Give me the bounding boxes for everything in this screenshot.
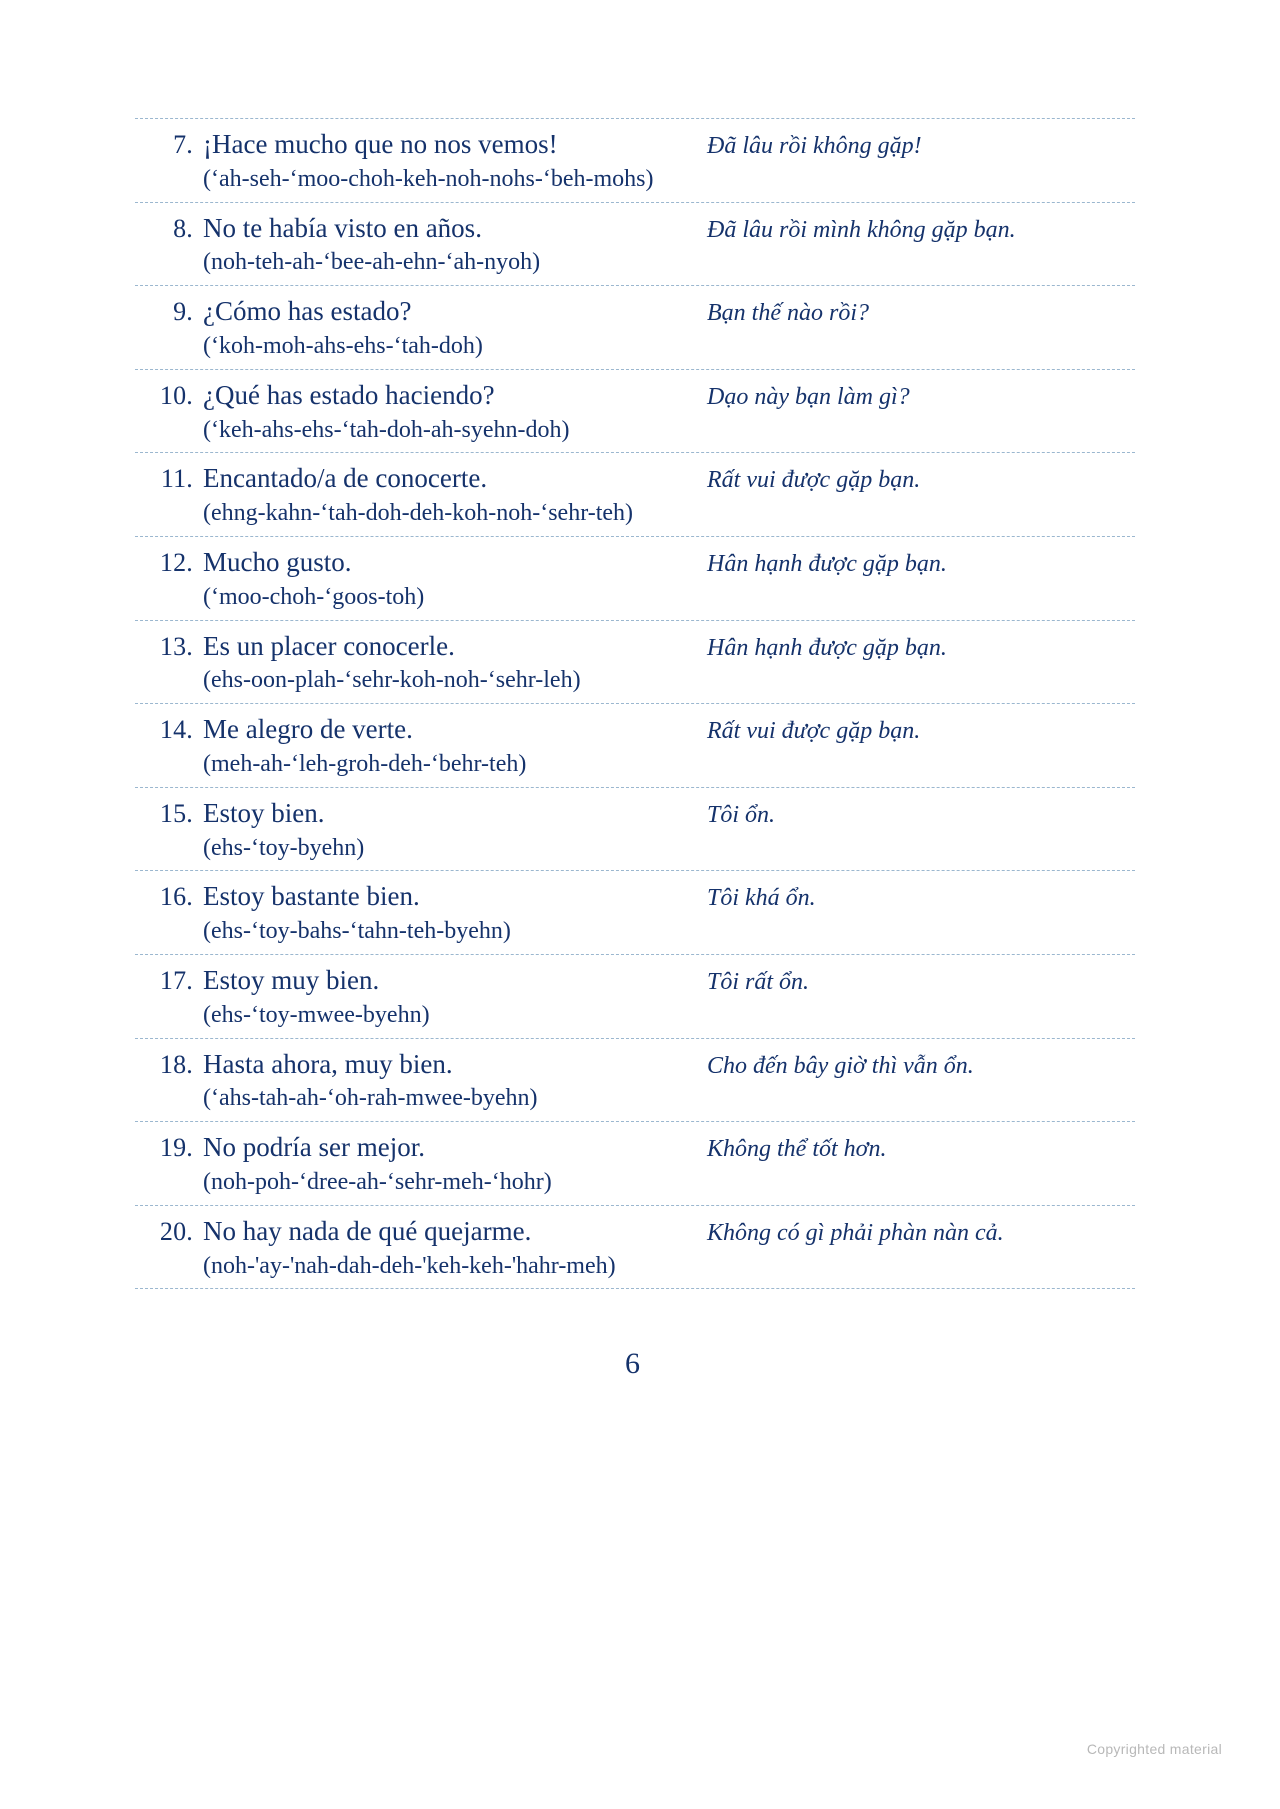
pronunciation-guide: (noh-'ay-'nah-dah-deh-'keh-keh-'hahr-meh) xyxy=(203,1252,616,1279)
entry-row xyxy=(135,1216,1135,1248)
source-phrase: Mucho gusto. xyxy=(203,546,352,577)
entry-row xyxy=(135,1049,1135,1081)
list-item xyxy=(135,1038,1135,1122)
phrase-column xyxy=(203,631,693,662)
phrase-column xyxy=(203,881,693,912)
list-item xyxy=(135,954,1135,1038)
phrase-column xyxy=(203,213,693,244)
entry-number: 14. xyxy=(159,715,193,745)
source-phrase: Estoy muy bien. xyxy=(203,964,380,995)
copyright-notice: Copyrighted material xyxy=(1086,1741,1222,1757)
pronunciation-guide: (‘moo-choh-‘goos-toh) xyxy=(203,583,425,610)
target-translation: Không thể tốt hơn. xyxy=(707,1136,887,1163)
entry-number: 9. xyxy=(173,297,193,327)
target-translation: Hân hạnh được gặp bạn. xyxy=(707,550,947,577)
target-translation: Tôi rất ổn. xyxy=(707,968,810,995)
entry-row xyxy=(135,129,1135,161)
phrase-column xyxy=(203,129,693,160)
source-phrase: Estoy bastante bien. xyxy=(203,881,420,912)
entry-number: 18. xyxy=(159,1049,193,1079)
list-item xyxy=(135,1205,1135,1290)
list-item xyxy=(135,870,1135,954)
entry-row xyxy=(135,296,1135,328)
pronunciation-row xyxy=(135,332,1135,361)
phrase-column xyxy=(203,547,693,578)
target-translation: Bạn thế nào rồi? xyxy=(707,300,869,327)
pronunciation-row xyxy=(135,1252,1135,1281)
target-translation: Đã lâu rồi không gặp! xyxy=(707,133,922,159)
list-item xyxy=(135,787,1135,871)
entry-row xyxy=(135,1132,1135,1164)
entry-number: 19. xyxy=(159,1133,193,1163)
pronunciation-guide: (ehs-oon-plah-‘sehr-koh-noh-‘sehr-leh) xyxy=(203,667,581,694)
pronunciation-guide: (‘ah-seh-‘moo-choh-keh-noh-nohs-‘beh-mohs) xyxy=(203,165,654,192)
source-phrase: No podría ser mejor. xyxy=(203,1132,425,1163)
phrase-column xyxy=(203,965,693,996)
pronunciation-row xyxy=(135,666,1135,695)
target-translation: Không có gì phải phàn nàn cả. xyxy=(707,1219,1004,1246)
source-phrase: Hasta ahora, muy bien. xyxy=(203,1048,453,1079)
source-phrase: Encantado/a de conocerte. xyxy=(203,463,488,494)
phrase-column xyxy=(203,1049,693,1080)
entry-row xyxy=(135,798,1135,830)
target-translation: Đã lâu rồi mình không gặp bạn. xyxy=(707,216,1016,243)
list-item xyxy=(135,202,1135,286)
target-translation: Rất vui được gặp bạn. xyxy=(707,467,921,494)
source-phrase: ¡Hace mucho que no nos vemos! xyxy=(203,129,558,159)
pronunciation-guide: (ehng-kahn-‘tah-doh-deh-koh-noh-‘sehr-teh) xyxy=(203,500,634,527)
entry-row xyxy=(135,213,1135,245)
pronunciation-row xyxy=(135,1168,1135,1197)
entry-row xyxy=(135,547,1135,579)
phrase-column xyxy=(203,1216,693,1247)
phrase-column xyxy=(203,798,693,829)
source-phrase: No hay nada de qué quejarme. xyxy=(203,1215,532,1246)
list-item xyxy=(135,285,1135,369)
entry-number: 11. xyxy=(160,464,193,494)
entry-number: 12. xyxy=(159,547,193,577)
list-item xyxy=(135,369,1135,453)
pronunciation-row xyxy=(135,917,1135,946)
entry-number: 13. xyxy=(159,631,193,661)
pronunciation-guide: (noh-teh-ah-‘bee-ah-ehn-‘ah-nyoh) xyxy=(203,249,541,276)
entry-row xyxy=(135,380,1135,412)
source-phrase: ¿Qué has estado haciendo? xyxy=(203,379,495,410)
phrase-column xyxy=(203,463,693,494)
source-phrase: No te había visto en años. xyxy=(203,212,482,243)
entry-number: 16. xyxy=(159,882,193,912)
pronunciation-row xyxy=(135,248,1135,277)
list-item xyxy=(135,536,1135,620)
entry-number: 20. xyxy=(159,1216,193,1246)
entry-number: 10. xyxy=(159,380,193,410)
pronunciation-guide: (meh-ah-‘leh-groh-deh-‘behr-teh) xyxy=(203,750,527,777)
entry-number: 15. xyxy=(159,798,193,828)
entry-row xyxy=(135,463,1135,495)
phrase-column xyxy=(203,380,693,411)
page-number: 6 xyxy=(625,1347,640,1381)
pronunciation-row xyxy=(135,1084,1135,1113)
list-item xyxy=(135,118,1135,202)
pronunciation-row xyxy=(135,165,1135,194)
pronunciation-row xyxy=(135,583,1135,612)
pronunciation-row xyxy=(135,499,1135,528)
target-translation: Cho đến bây giờ thì vẫn ổn. xyxy=(707,1052,974,1079)
pronunciation-guide: (ehs-‘toy-bahs-‘tahn-teh-byehn) xyxy=(203,918,511,945)
pronunciation-guide: (ehs-‘toy-byehn) xyxy=(203,834,365,861)
entry-number: 8. xyxy=(173,213,193,243)
phrase-column xyxy=(203,296,693,327)
pronunciation-row xyxy=(135,416,1135,445)
target-translation: Dạo này bạn làm gì? xyxy=(707,383,910,410)
pronunciation-row xyxy=(135,834,1135,863)
pronunciation-row xyxy=(135,1001,1135,1030)
entry-row xyxy=(135,714,1135,746)
list-item xyxy=(135,452,1135,536)
pronunciation-row xyxy=(135,750,1135,779)
source-phrase: Es un placer conocerle. xyxy=(203,630,455,661)
phrase-list xyxy=(135,118,1135,1289)
target-translation: Hân hạnh được gặp bạn. xyxy=(707,634,947,661)
list-item xyxy=(135,1121,1135,1205)
target-translation: Tôi khá ổn. xyxy=(707,885,816,912)
pronunciation-guide: (‘koh-moh-ahs-ehs-‘tah-doh) xyxy=(203,332,483,359)
list-item xyxy=(135,703,1135,787)
source-phrase: Me alegro de verte. xyxy=(203,714,413,745)
entry-row xyxy=(135,631,1135,663)
entry-number: 7. xyxy=(173,130,193,159)
target-translation: Tôi ổn. xyxy=(707,801,776,828)
phrase-column xyxy=(203,714,693,745)
list-item xyxy=(135,620,1135,704)
pronunciation-guide: (noh-poh-‘dree-ah-‘sehr-meh-‘hohr) xyxy=(203,1168,552,1195)
phrase-column xyxy=(203,1132,693,1163)
pronunciation-guide: (‘keh-ahs-ehs-‘tah-doh-ah-syehn-doh) xyxy=(203,416,570,443)
source-phrase: Estoy bien. xyxy=(203,797,325,828)
source-phrase: ¿Cómo has estado? xyxy=(203,296,412,327)
entry-row xyxy=(135,881,1135,913)
pronunciation-guide: (‘ahs-tah-ah-‘oh-rah-mwee-byehn) xyxy=(203,1085,538,1112)
entry-row xyxy=(135,965,1135,997)
pronunciation-guide: (ehs-‘toy-mwee-byehn) xyxy=(203,1001,430,1028)
entry-number: 17. xyxy=(159,965,193,995)
target-translation: Rất vui được gặp bạn. xyxy=(707,718,921,745)
